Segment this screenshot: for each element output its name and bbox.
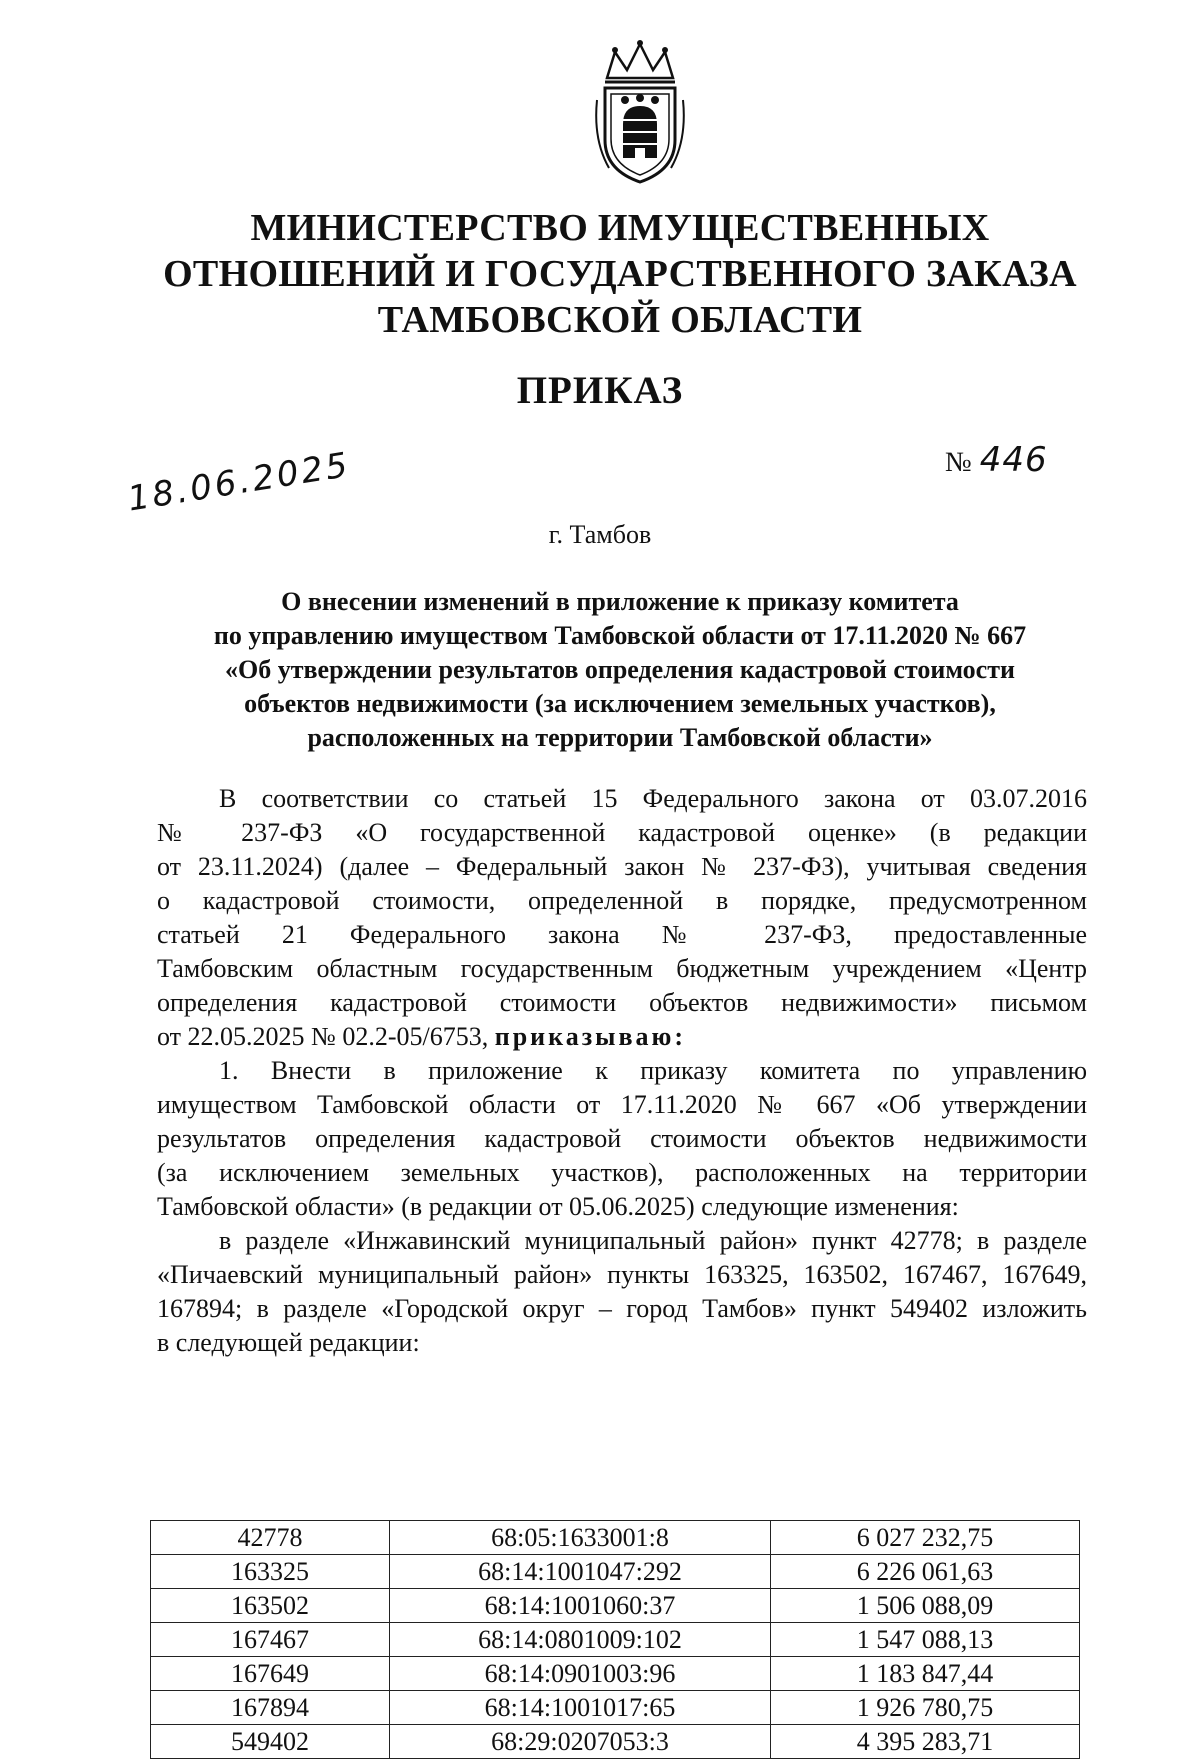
- cadastral-value-cell: 6 226 061,63: [771, 1555, 1080, 1589]
- table-row: [151, 1691, 1080, 1725]
- subject-line: расположенных на территории Тамбовской области»: [307, 723, 933, 752]
- order-body: [157, 782, 1087, 1360]
- order-number: [945, 440, 1048, 480]
- body-line: от 23.11.2024) (далее – Федеральный закон № 237-ФЗ), учитывая сведения: [157, 852, 1087, 881]
- date-handwritten: 18.06.2025: [125, 444, 354, 520]
- table-row: [151, 1589, 1080, 1623]
- cadastral-values-table: [150, 1520, 1080, 1759]
- body-line: В соответствии со статьей 15 Федерального закона от 03.07.2016: [219, 784, 1087, 813]
- body-line: (за исключением земельных участков), расположенных на территории: [157, 1158, 1087, 1187]
- subject-line: О внесении изменений в приложение к приказу комитета: [281, 587, 959, 616]
- body-line: Тамбовским областным государственным бюджетным учреждением «Центр: [157, 954, 1087, 983]
- item-number-cell: 163502: [151, 1589, 390, 1623]
- body-line: в разделе «Инжавинский муниципальный район» пункт 42778; в разделе: [219, 1226, 1087, 1255]
- cadastral-value-cell: 4 395 283,71: [771, 1725, 1080, 1759]
- order-verb: приказываю:: [494, 1022, 687, 1051]
- cadastral-number-cell: 68:14:1001047:292: [390, 1555, 771, 1589]
- ministry-name: [150, 205, 1090, 343]
- item-number-cell: 167649: [151, 1657, 390, 1691]
- cadastral-value-cell: 6 027 232,75: [771, 1521, 1080, 1555]
- cadastral-value-cell: 1 506 088,09: [771, 1589, 1080, 1623]
- body-line: имуществом Тамбовской области от 17.11.2020 № 667 «Об утверждении: [157, 1090, 1087, 1119]
- cadastral-value-cell: 1 926 780,75: [771, 1691, 1080, 1725]
- cadastral-value-cell: 1 183 847,44: [771, 1657, 1080, 1691]
- document-type-title: ПРИКАЗ: [516, 369, 684, 412]
- body-line: определения кадастровой стоимости объектов недвижимости» письмом: [157, 988, 1087, 1017]
- cadastral-value-cell: 1 547 088,13: [771, 1623, 1080, 1657]
- cadastral-number-cell: 68:05:1633001:8: [390, 1521, 771, 1555]
- cadastral-number-cell: 68:14:0801009:102: [390, 1623, 771, 1657]
- item-number-cell: 163325: [151, 1555, 390, 1589]
- order-subject: [150, 585, 1090, 755]
- body-line: [157, 1020, 1087, 1054]
- body-line: в следующей редакции:: [157, 1328, 420, 1357]
- item-number-cell: 167894: [151, 1691, 390, 1725]
- table-row: [151, 1725, 1080, 1759]
- body-line: 1. Внести в приложение к приказу комитета по управлению: [219, 1056, 1087, 1085]
- cadastral-number-cell: 68:14:0901003:96: [390, 1657, 771, 1691]
- table-row: [151, 1555, 1080, 1589]
- cadastral-number-cell: 68:14:1001060:37: [390, 1589, 771, 1623]
- body-line: № 237-ФЗ «О государственной кадастровой оценке» (в редакции: [157, 818, 1087, 847]
- cadastral-number-cell: 68:29:0207053:3: [390, 1725, 771, 1759]
- number-handwritten: 446: [979, 440, 1048, 480]
- body-line: статьей 21 Федерального закона № 237-ФЗ, предоставленные: [157, 920, 1087, 949]
- letter-reference: от 22.05.2025 № 02.2-05/6753,: [157, 1022, 489, 1051]
- item-number-cell: 167467: [151, 1623, 390, 1657]
- cadastral-number-cell: 68:14:1001017:65: [390, 1691, 771, 1725]
- ministry-line: МИНИСТЕРСТВО ИМУЩЕСТВЕННЫХ: [250, 207, 990, 249]
- body-line: 167894; в разделе «Городской округ – город Тамбов» пункт 549402 изложить: [157, 1294, 1087, 1323]
- item-number-cell: 42778: [151, 1521, 390, 1555]
- number-label: №: [945, 447, 972, 478]
- table-row: [151, 1521, 1080, 1555]
- table-row: [151, 1657, 1080, 1691]
- ministry-line: ОТНОШЕНИЙ И ГОСУДАРСТВЕННОГО ЗАКАЗА: [163, 253, 1077, 295]
- coat-of-arms-icon: [585, 40, 695, 185]
- subject-line: объектов недвижимости (за исключением земельных участков),: [244, 689, 996, 718]
- body-line: «Пичаевский муниципальный район» пункты 163325, 163502, 167467, 167649,: [157, 1260, 1087, 1289]
- body-line: Тамбовской области» (в редакции от 05.06.2025) следующие изменения:: [157, 1192, 959, 1221]
- subject-line: по управлению имуществом Тамбовской области от 17.11.2020 № 667: [213, 621, 1027, 650]
- table-row: [151, 1623, 1080, 1657]
- city: г. Тамбов: [548, 520, 652, 549]
- ministry-line: ТАМБОВСКОЙ ОБЛАСТИ: [377, 299, 863, 341]
- subject-line: «Об утверждении результатов определения кадастровой стоимости: [225, 655, 1015, 684]
- item-number-cell: 549402: [151, 1725, 390, 1759]
- body-line: результатов определения кадастровой стоимости объектов недвижимости: [157, 1124, 1087, 1153]
- body-line: о кадастровой стоимости, определенной в порядке, предусмотренном: [157, 886, 1087, 915]
